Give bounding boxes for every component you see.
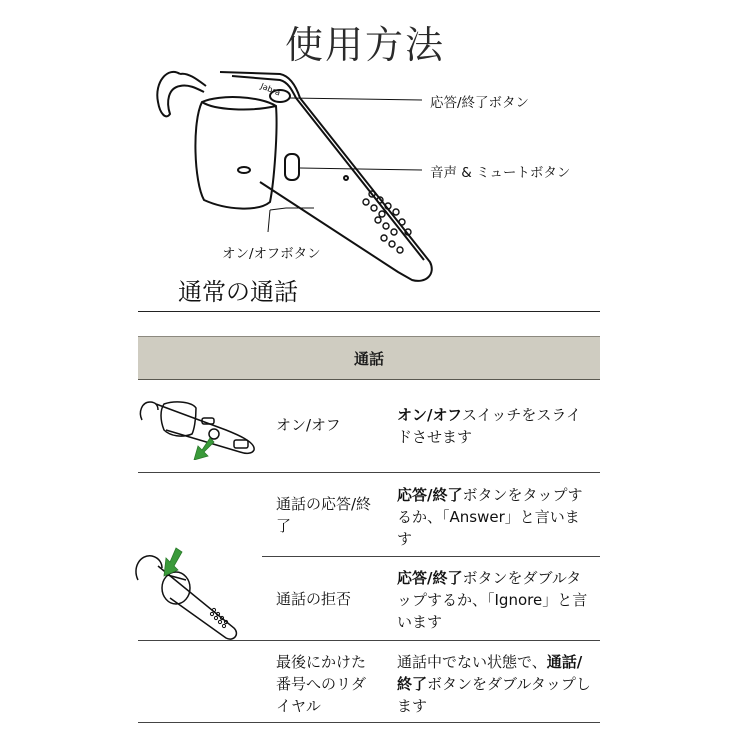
- row-redial-desc: [397, 651, 592, 717]
- row-answer-desc-bold: 応答/終了: [397, 486, 463, 504]
- brand-logo: Jabra: [259, 81, 282, 98]
- row-redial-action: 最後にかけた番号へのリダイヤル: [276, 653, 367, 715]
- section-title: 通常の通話: [178, 278, 298, 306]
- row-reject-desc: [397, 567, 592, 633]
- row-on-off-desc-bold: オン/オフ: [397, 406, 463, 424]
- section-divider: [138, 311, 600, 312]
- row-answer-desc-rest: ボタンをタップするか、「Answer」と言います: [397, 486, 583, 548]
- row-redial-desc-pre: 通話中でない状態で、: [397, 653, 547, 671]
- row-redial-desc-bold: 通話/終了: [397, 653, 583, 693]
- thumb-answer: [130, 546, 250, 646]
- thumb-on-off: [136, 390, 261, 460]
- row-divider: [138, 472, 600, 473]
- row-reject-action: 通話の拒否: [276, 590, 352, 608]
- row-reject-desc-rest: ボタンをダブルタップするか、「Ignore」と言います: [397, 569, 588, 631]
- table-bottom-rule: [138, 722, 600, 723]
- on-off-button-label: オン/オフボタン: [222, 246, 321, 262]
- answer-end-button-label: 応答/終了ボタン: [430, 95, 530, 111]
- row-on-off-action: オン/オフ: [276, 416, 341, 434]
- headset-diagram: [140, 62, 590, 292]
- voice-mute-button-label: 音声 & ミュートボタン: [430, 165, 571, 181]
- row-divider: [138, 640, 600, 641]
- page-title: 使用方法: [284, 23, 445, 67]
- row-divider: [262, 556, 600, 557]
- row-reject-desc-bold: 応答/終了: [397, 569, 463, 587]
- row-redial-desc-rest: ボタンをダブルタップします: [397, 675, 591, 715]
- table-header: [138, 336, 600, 380]
- row-answer-action: 通話の応答/終了: [276, 495, 372, 535]
- row-answer-desc: [397, 484, 592, 550]
- row-on-off-desc-rest: スイッチをスライドさせます: [397, 406, 581, 446]
- table-header-label: 通話: [353, 349, 384, 368]
- row-on-off-desc: [397, 404, 592, 448]
